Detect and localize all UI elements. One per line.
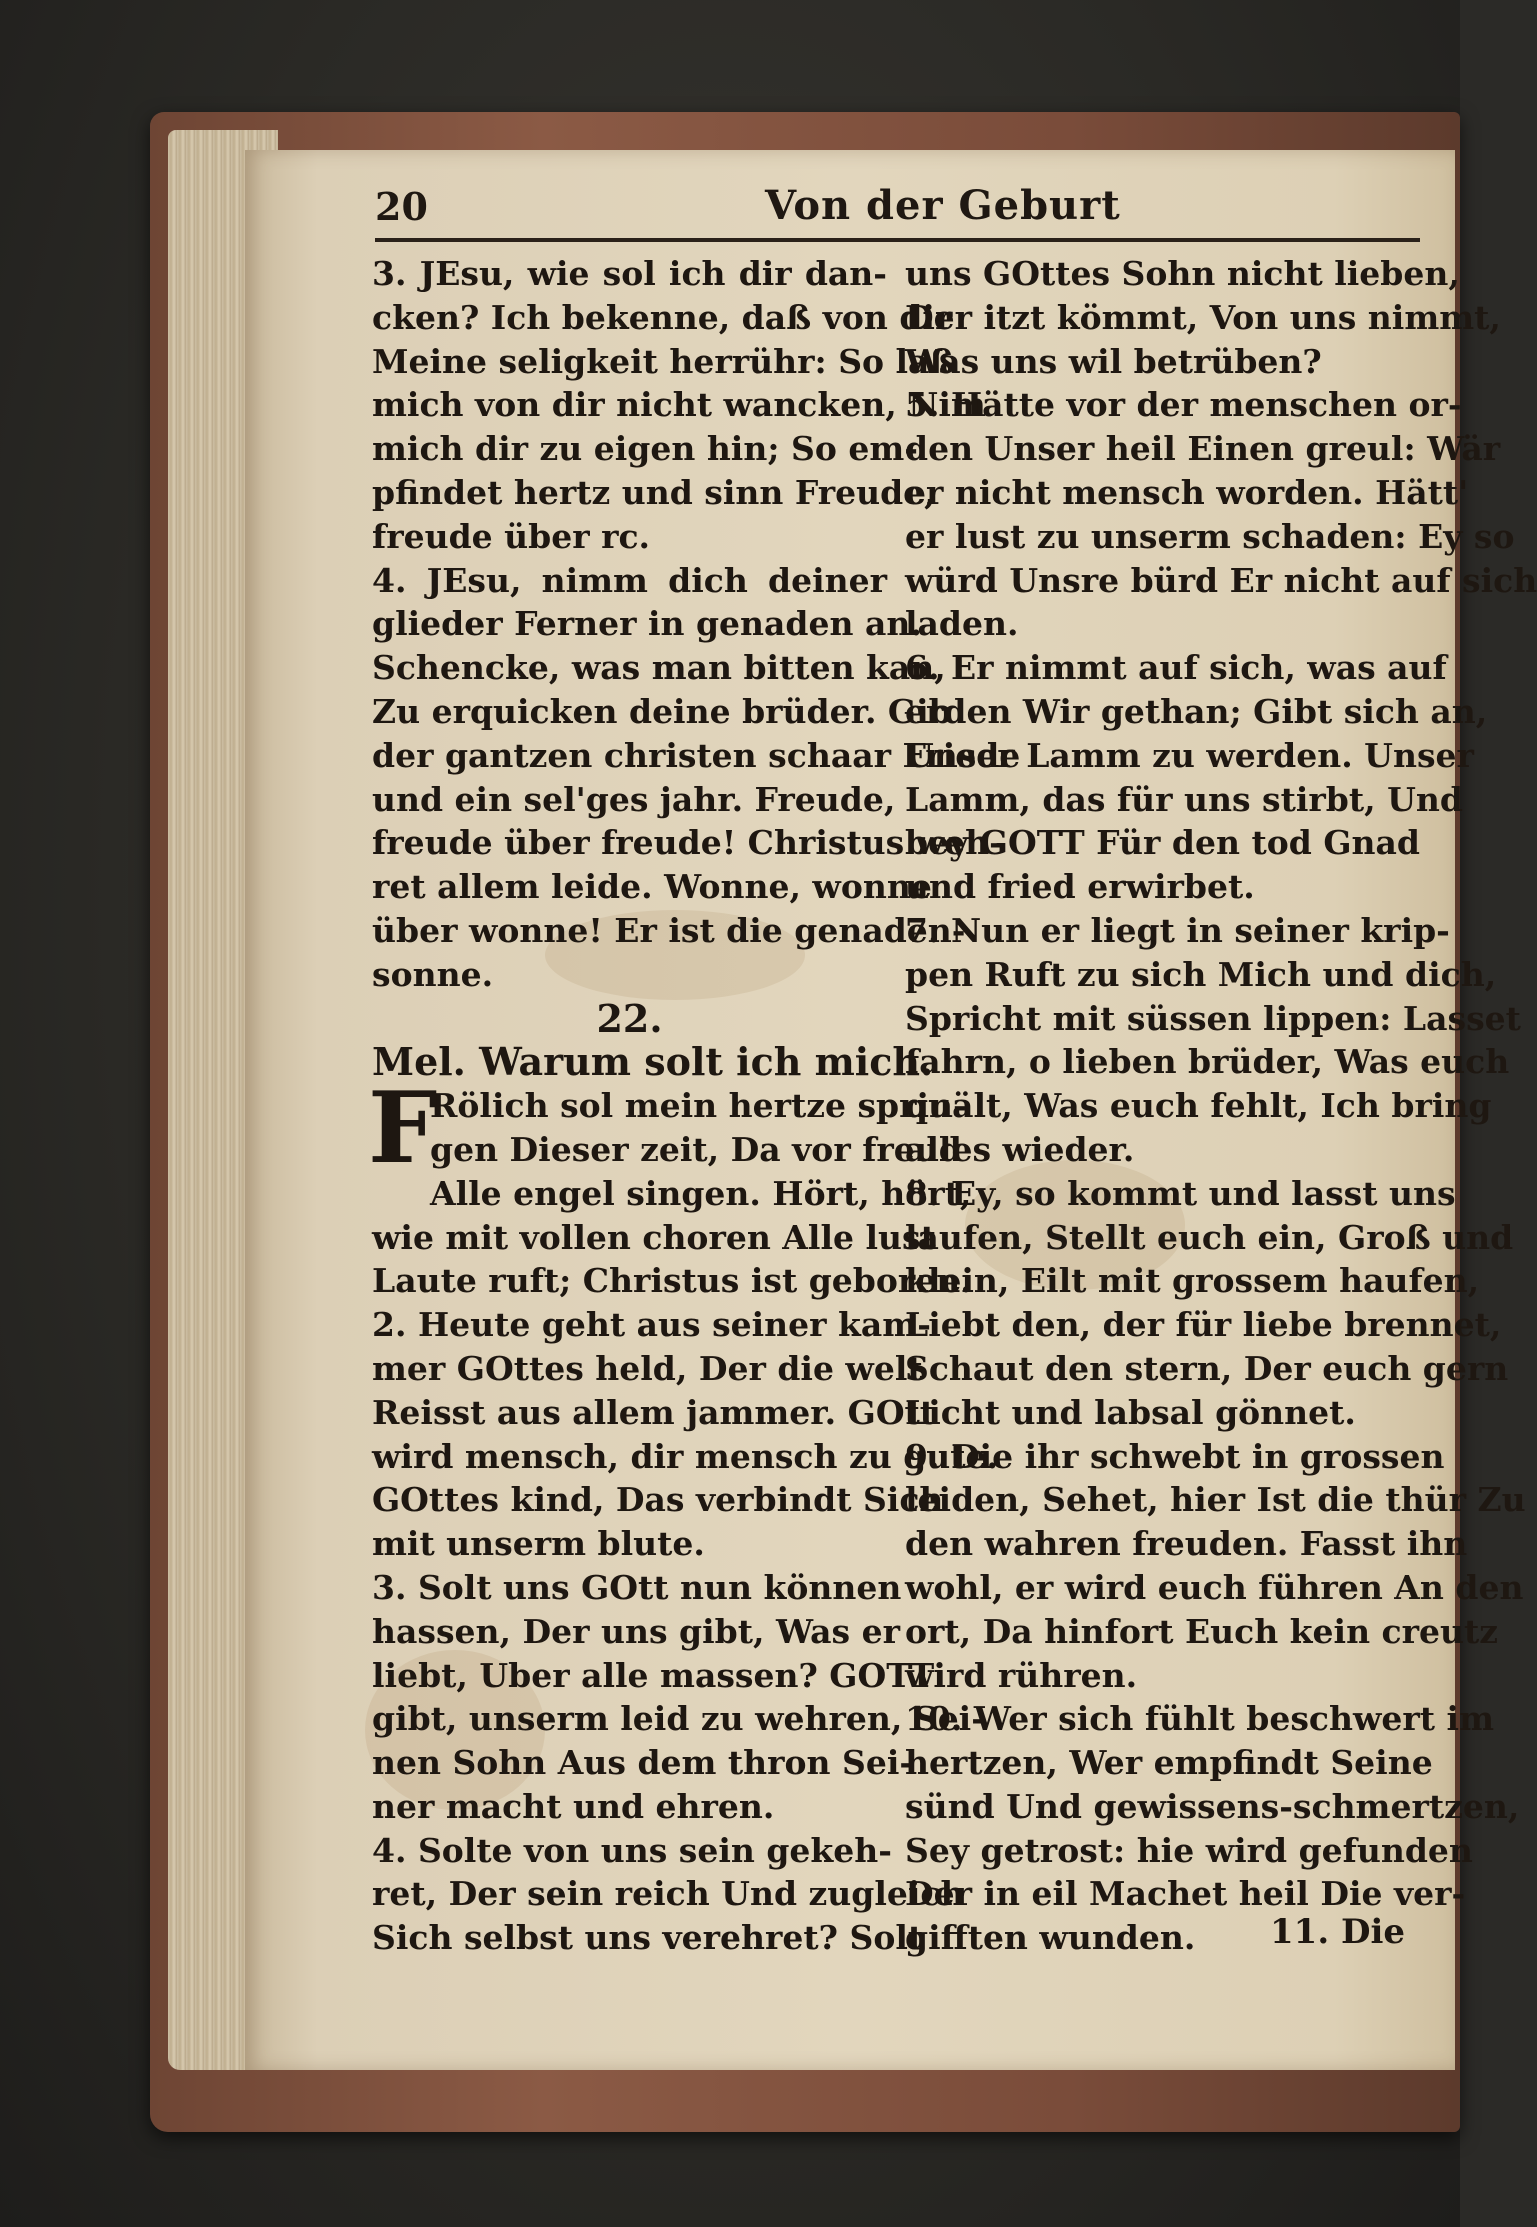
text-line: alles wieder. bbox=[905, 1129, 1135, 1169]
text-line: liebt, Uber alle massen? GOTT bbox=[372, 1655, 935, 1695]
text-line: hassen, Der uns gibt, Was er bbox=[372, 1611, 900, 1651]
text-line: 10. Wer sich fühlt beschwert im bbox=[905, 1699, 1494, 1739]
text-line: uns GOttes Sohn nicht lieben, bbox=[905, 254, 1460, 293]
text-line: Laute ruft; Christus ist geboren. bbox=[372, 1261, 972, 1301]
text-line: Licht und labsal gönnet. bbox=[905, 1392, 1356, 1432]
text-line: laufen, Stellt euch ein, Groß und bbox=[905, 1217, 1514, 1257]
text-line: sünd Und gewissens-schmertzen, bbox=[905, 1786, 1520, 1826]
text-line: wie mit vollen choren Alle lust bbox=[372, 1217, 936, 1257]
text-line: ner macht und ehren. bbox=[372, 1786, 775, 1826]
text-line: Meine seligkeit herrühr: So laß bbox=[372, 341, 955, 381]
text-line: den wahren freuden. Fasst ihn bbox=[905, 1524, 1468, 1564]
text-line: 9. Die ihr schwebt in grossen bbox=[905, 1436, 1445, 1476]
text-line: klein, Eilt mit grossem haufen, bbox=[905, 1261, 1480, 1301]
text-line: Rölich sol mein hertze sprin- bbox=[430, 1086, 967, 1126]
text-line: gen Dieser zeit, Da vor freud bbox=[430, 1129, 962, 1169]
text-line: pfindet hertz und sinn Freude, bbox=[372, 472, 936, 512]
text-line: hertzen, Wer empfindt Seine bbox=[905, 1743, 1433, 1783]
text-line: Lamm, das für uns stirbt, Und bbox=[905, 779, 1463, 819]
text-line: sonne. bbox=[372, 954, 494, 994]
text-line: ret allem leide. Wonne, wonne bbox=[372, 867, 932, 907]
text-line: wird mensch, dir mensch zu gute. bbox=[372, 1436, 999, 1476]
text-line: mer GOttes held, Der die welt bbox=[372, 1348, 923, 1388]
page-number: 20 bbox=[375, 184, 428, 229]
running-title: Von der Geburt bbox=[765, 182, 1121, 229]
text-line: Schencke, was man bitten kan, bbox=[372, 648, 946, 688]
header-rule bbox=[375, 238, 1420, 242]
text-line: Zu erquicken deine brüder. Gib bbox=[372, 691, 952, 731]
text-line: 4. Solte von uns sein gekeh- bbox=[372, 1830, 892, 1870]
text-line: und fried erwirbet. bbox=[905, 867, 1255, 907]
text-line: wohl, er wird euch führen An den bbox=[905, 1567, 1524, 1607]
text-line: erden Wir gethan; Gibt sich an, bbox=[905, 691, 1488, 731]
text-line: er lust zu unserm schaden: Ey so bbox=[905, 516, 1515, 556]
text-line: nen Sohn Aus dem thron Sei- bbox=[372, 1743, 914, 1783]
text-line: über wonne! Er ist die genaden- bbox=[372, 910, 966, 950]
drop-cap-block bbox=[368, 1071, 972, 1215]
text-line: mit unserm blute. bbox=[372, 1524, 705, 1564]
text-line: 3. Solt uns GOtt nun können bbox=[372, 1567, 902, 1607]
text-line: leiden, Sehet, hier Ist die thür Zu bbox=[905, 1480, 1526, 1520]
text-line: wird rühren. bbox=[905, 1655, 1138, 1695]
text-line: Sey getrost: hie wird gefunden bbox=[905, 1830, 1473, 1870]
text-line: 8. Ey, so kommt und lasst uns bbox=[905, 1173, 1456, 1213]
text-line: Alle engel singen. Hört, hört, bbox=[430, 1173, 972, 1213]
text-line: gifften wunden. bbox=[905, 1918, 1196, 1958]
text-line: Der itzt kömmt, Von uns nimmt, bbox=[905, 297, 1501, 337]
text-line: der gantzen christen schaar Friede bbox=[372, 735, 1021, 775]
text-line: Liebt den, der für liebe brennet, bbox=[905, 1305, 1502, 1345]
text-line: 5. Hätte vor der menschen or- bbox=[905, 385, 1462, 425]
text-line: fahrn, o lieben brüder, Was euch bbox=[905, 1042, 1510, 1082]
text-line: gibt, unserm leid zu wehren, Sei- bbox=[372, 1699, 985, 1739]
page-header bbox=[375, 178, 1415, 238]
text-line: quält, Was euch fehlt, Ich bring bbox=[905, 1086, 1492, 1126]
text-line: 6. Er nimmt auf sich, was auf bbox=[905, 648, 1447, 688]
text-line: Unser Lamm zu werden. Unser bbox=[905, 735, 1474, 775]
text-line: Was uns wil betrüben? bbox=[905, 341, 1322, 381]
hymn-number: 22. bbox=[596, 995, 663, 1041]
text-line: pen Ruft zu sich Mich und dich, bbox=[905, 954, 1497, 994]
text-line: Der in eil Machet heil Die ver- bbox=[905, 1874, 1466, 1914]
text-line: glieder Ferner in genaden an. bbox=[372, 604, 922, 644]
text-line: 2. Heute geht aus seiner kam- bbox=[372, 1305, 931, 1345]
catchword: 11. Die bbox=[1270, 1912, 1406, 1952]
text-line: 3. JEsu, wie sol ich dir dan- bbox=[372, 254, 887, 293]
text-line: GOttes kind, Das verbindt Sich bbox=[372, 1480, 944, 1520]
text-line: Reisst aus allem jammer. GOtt bbox=[372, 1392, 936, 1432]
text-line: den Unser heil Einen greul: Wär bbox=[905, 429, 1501, 469]
text-line: bey GOTT Für den tod Gnad bbox=[905, 823, 1420, 863]
text-line: laden. bbox=[905, 604, 1019, 644]
text-line: Spricht mit süssen lippen: Lasset bbox=[905, 998, 1521, 1038]
text-line: Sich selbst uns verehret? Solt bbox=[372, 1918, 924, 1958]
text-line: Schaut den stern, Der euch gern bbox=[905, 1348, 1509, 1388]
right-column bbox=[905, 252, 1537, 1960]
text-line: mich von dir nicht wancken, Nim bbox=[372, 385, 986, 425]
drop-cap: F bbox=[368, 1071, 438, 1187]
melody-line: Mel. Warum solt ich mich. bbox=[372, 1039, 934, 1085]
text-line: mich dir zu eigen hin; So em- bbox=[372, 429, 918, 469]
text-line: cken? Ich bekenne, daß von dir bbox=[372, 297, 953, 337]
text-line: 7. Nun er liegt in seiner krip- bbox=[905, 910, 1450, 950]
text-line: ret, Der sein reich Und zugleich bbox=[372, 1874, 965, 1914]
text-line: freude über rc. bbox=[372, 516, 651, 556]
text-line: freude über freude! Christus weh- bbox=[372, 823, 1003, 863]
text-line: ort, Da hinfort Euch kein creutz bbox=[905, 1611, 1499, 1651]
text-line: er nicht mensch worden. Hätt' bbox=[905, 472, 1469, 512]
text-line: würd Unsre bürd Er nicht auf sich bbox=[905, 560, 1537, 600]
text-line: und ein sel'ges jahr. Freude, bbox=[372, 779, 896, 819]
text-line: 4. JEsu, nimm dich deiner bbox=[372, 560, 887, 600]
